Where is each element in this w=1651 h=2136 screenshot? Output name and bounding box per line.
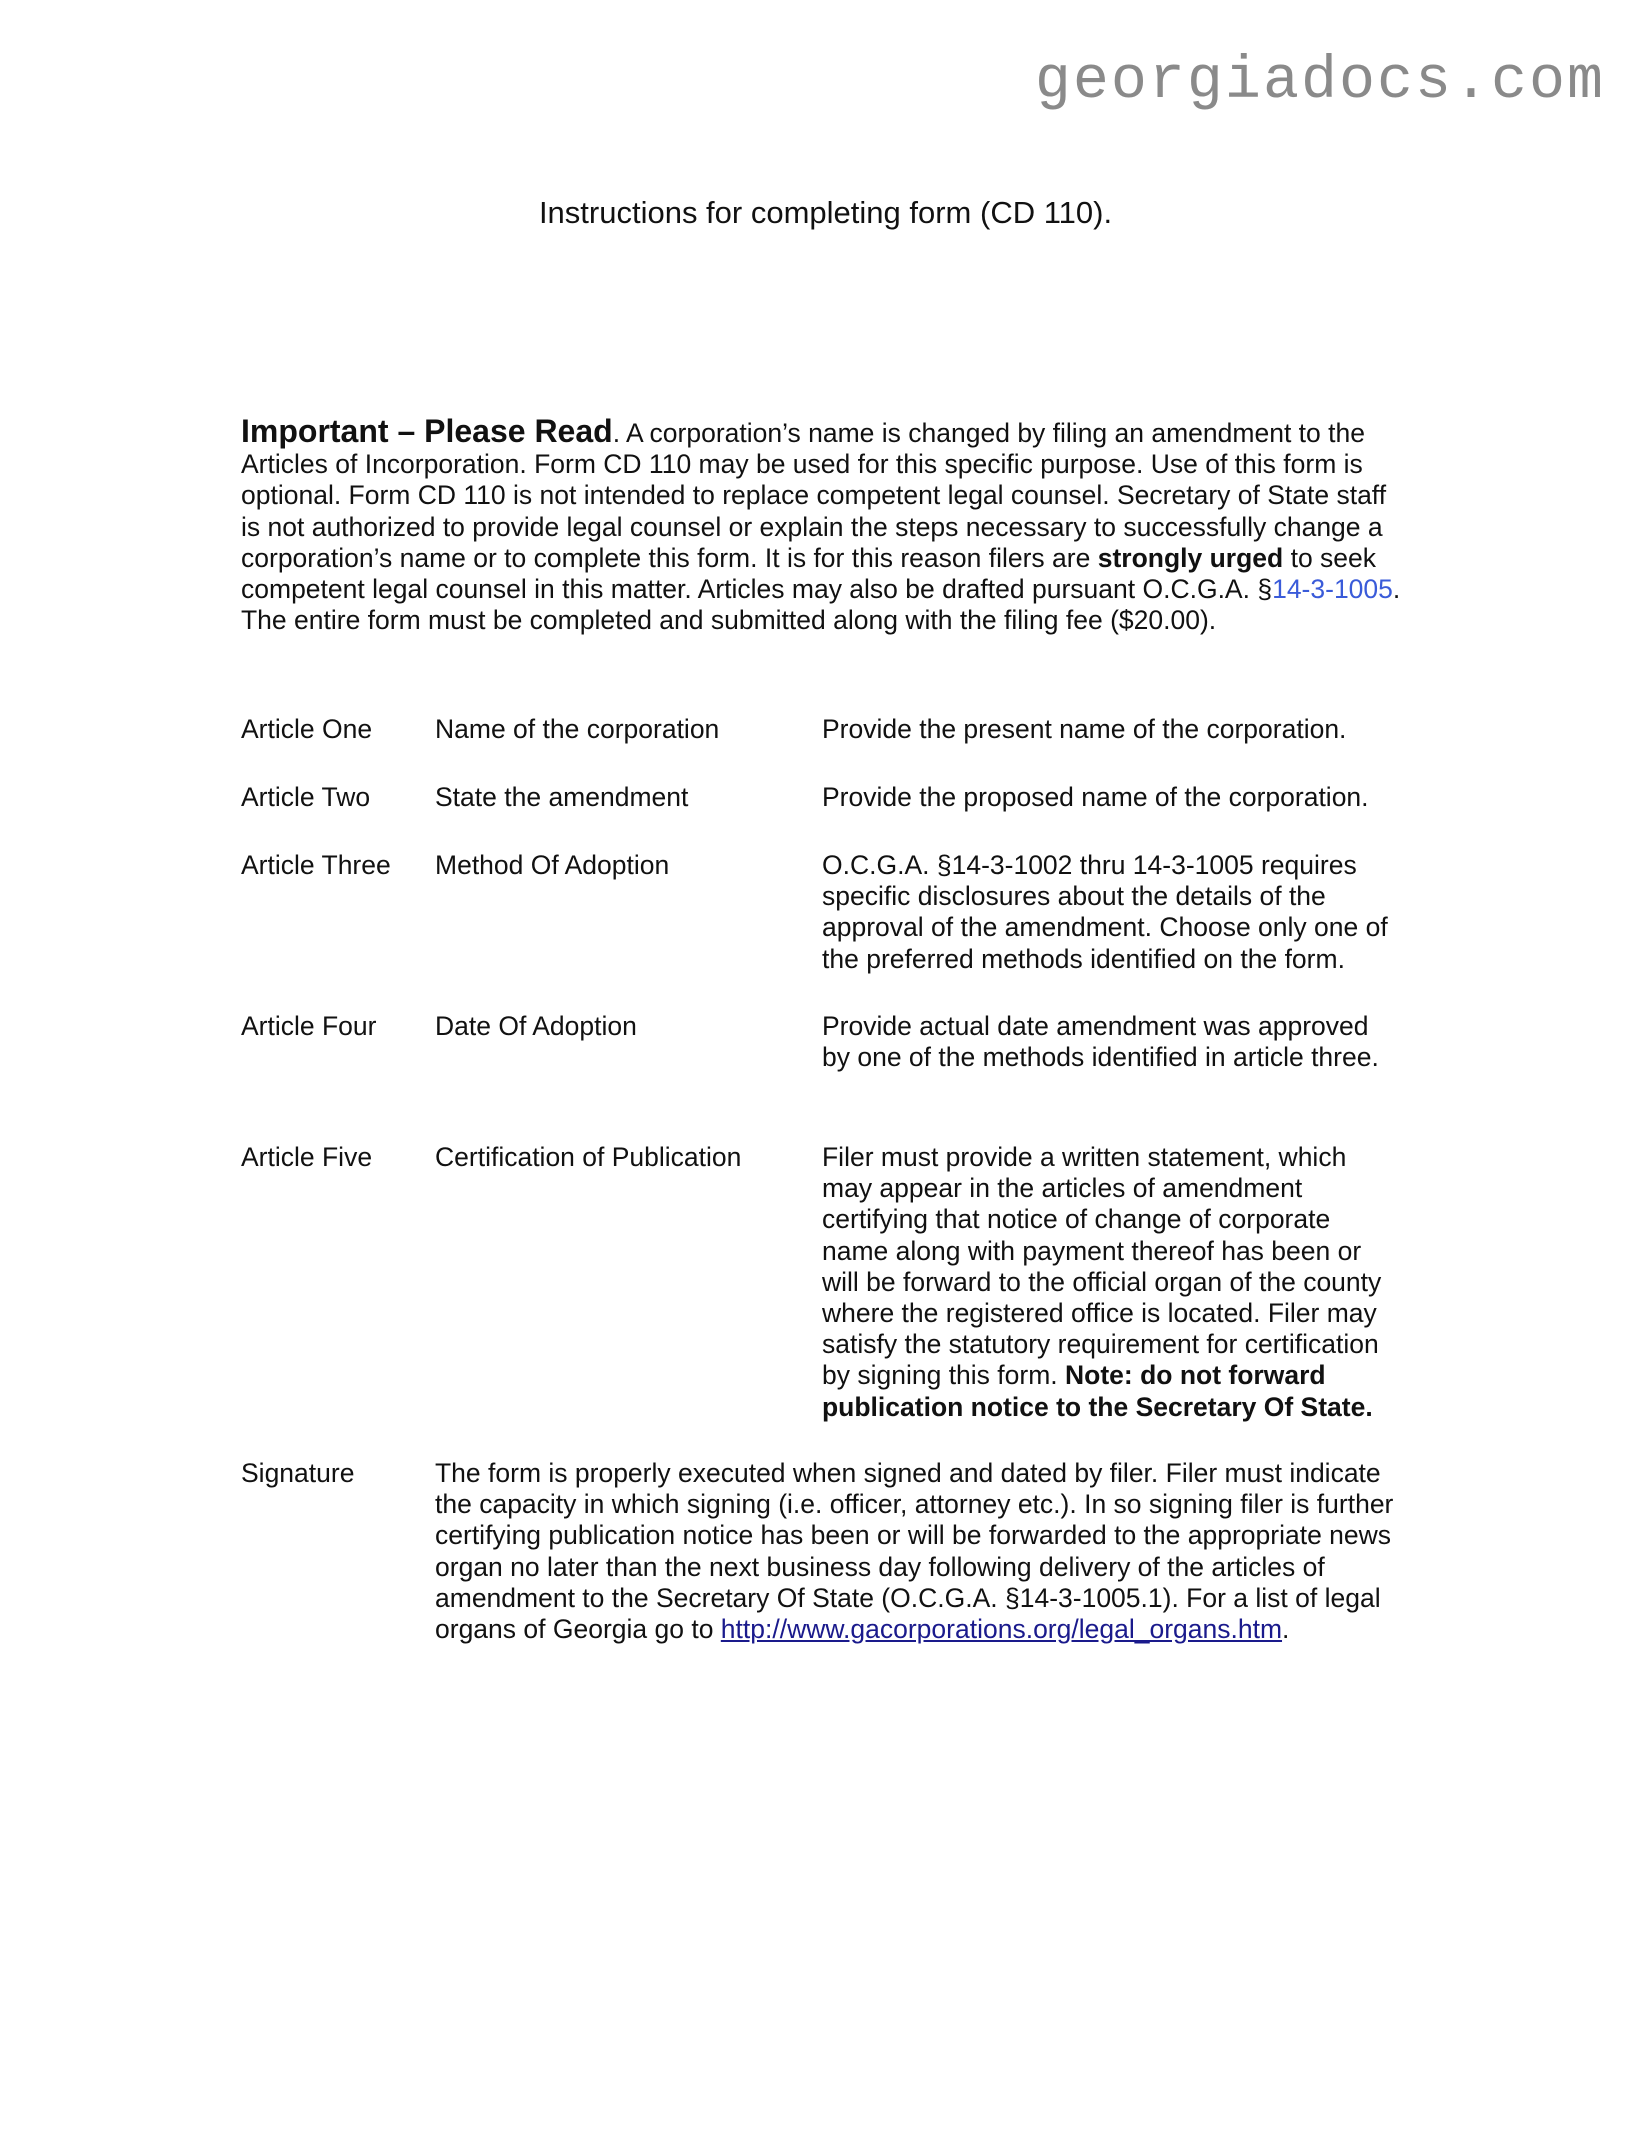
article-label: Article Five xyxy=(241,1142,373,1172)
important-notice xyxy=(241,413,1407,636)
document-title: Instructions for completing form (CD 110). xyxy=(538,195,1113,230)
article-topic: State the amendment xyxy=(435,782,689,812)
signature-end: . xyxy=(1282,1614,1290,1645)
article-description xyxy=(822,1142,1397,1423)
article-description: Provide the proposed name of the corporation. xyxy=(822,782,1369,812)
notice-heading: Important – Please Read xyxy=(241,413,613,449)
legal-organs-link[interactable]: http://www.gacorporations.org/legal_organs.htm xyxy=(720,1614,1283,1645)
signature-description xyxy=(435,1458,1395,1645)
article-topic: Certification of Publication xyxy=(435,1142,742,1172)
article-description: Provide actual date amendment was approved by one of the methods identified in article three. xyxy=(822,1011,1379,1073)
signature-label: Signature xyxy=(241,1458,355,1488)
notice-text-2: to seek competent legal counsel in this matter. Articles may also be drafted pursuant O.C.G.A. § xyxy=(241,542,1377,605)
article-label: Article Four xyxy=(241,1011,377,1041)
article-description-text: Filer must provide a written statement, which may appear in the articles of amendment certifying that notice of change of corporate name along with payment thereof has been or will be forward to the official organ of the county where the registered office is located. Filer may satisfy the statutory requirement for certification by signing this form. xyxy=(822,1142,1382,1391)
article-description: Provide the present name of the corporation. xyxy=(822,714,1347,744)
article-topic: Method Of Adoption xyxy=(435,850,670,880)
article-topic: Date Of Adoption xyxy=(435,1011,637,1041)
site-watermark: georgiadocs.com xyxy=(1034,48,1605,116)
publication-note: Note: do not forward publication notice to the Secretary Of State. xyxy=(822,1360,1373,1422)
article-label: Article Two xyxy=(241,782,371,812)
notice-text: . A corporation’s name is changed by filing an amendment to the Articles of Incorporation. Form CD 110 may be used for this specific purpose. Use of this form is optional. Form CD 110 is not intended to replace competent legal counsel. Secretary of State staff is not authorized to provide legal counsel or explain the steps necessary to successfully change a corporation’s name or to complete this form. It is for this reason filers are xyxy=(241,418,1387,573)
article-label: Article One xyxy=(241,714,373,744)
article-label: Article Three xyxy=(241,850,391,880)
notice-emphasis: strongly urged xyxy=(1097,542,1284,573)
article-topic: Name of the corporation xyxy=(435,714,720,744)
notice-text-3: . The entire form must be completed and submitted along with the filing fee ($20.00). xyxy=(241,574,1401,636)
statute-link[interactable]: 14-3-1005 xyxy=(1272,574,1393,605)
signature-text: The form is properly executed when signed and dated by filer. Filer must indicate the capacity in which signing (i.e. officer, attorney etc.). In so signing filer is further certifying publication notice has been or will be forwarded to the appropriate news organ no later than the next business day following delivery of the articles of amendment to the Secretary Of State (O.C.G.A. §14-3-1005.1). For a list of legal organs of Georgia go to xyxy=(435,1458,1394,1645)
article-description: O.C.G.A. §14-3-1002 thru 14-3-1005 requires specific disclosures about the details of the approval of the amendment. Choose only one of the preferred methods identified on the form. xyxy=(822,850,1388,974)
